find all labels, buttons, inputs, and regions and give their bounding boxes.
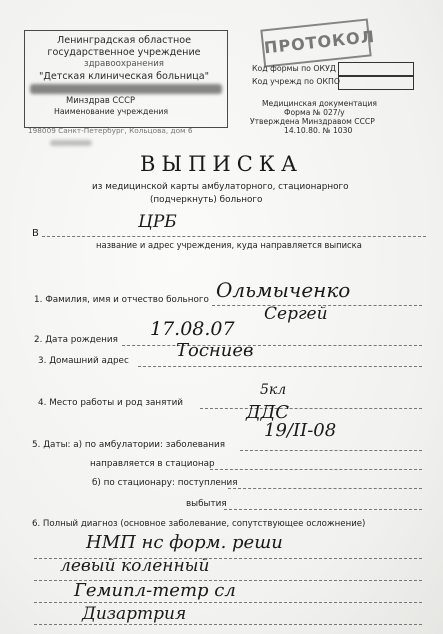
stamp-ministry: Минздрав СССР [66,95,136,105]
stamp-line-3: здравоохранения [84,59,164,69]
okpo-code-box [338,75,414,90]
okpo-label: Код учрежд по ОКПО [252,77,341,86]
field-dob-underline [122,345,422,346]
field-work-value-1: 5кл [260,382,287,398]
field-address-underline [138,366,422,367]
protokol-stamp: ПРОТОКОЛ [260,18,371,67]
field-dates-underline [240,450,422,451]
form-info-line-4: 14.10.80. № 1030 [284,126,353,135]
field-name-value-1: Ольмыченко [216,278,351,302]
field-work-underline [200,408,422,409]
diagnosis-underline-3 [34,602,422,603]
diagnosis-hand-line-2: левый коленный [60,556,210,576]
field-sent-underline [210,469,422,470]
field-discharge-underline [224,509,422,510]
document-title: ВЫПИСКА [140,152,303,176]
form-info-line-1: Медицинская документация [262,99,377,108]
destination-underline [42,236,426,237]
diagnosis-hand-line-1: НМП нс форм. реши [86,532,283,553]
field-dates-label: 5. Даты: а) по амбулатории: заболевания [32,440,226,450]
field-discharge-label: выбытия [186,499,227,509]
form-info-line-3: Утверждена Минздравом СССР [250,117,375,126]
stamp-smudge-2 [50,140,92,146]
diagnosis-hand-line-4: Дизартрия [82,604,187,624]
field-admission-underline [228,488,422,489]
subtitle-line-1: из медицинской карты амбулаторного, стационарного [92,182,349,192]
field-admission-label: б) по стационару: поступления [92,478,238,488]
field-diagnosis-label: 6. Полный диагноз (основное заболевание, сопутствующее осложнение) [32,519,366,529]
stamp-smudge [30,84,222,94]
stamp-inst-name-label: Наименование учреждения [54,107,169,116]
field-dates-value: 19/II-08 [264,420,337,441]
subtitle-line-2: (подчеркнуть) больного [150,195,263,205]
field-dob-label: 2. Дата рождения [34,335,118,345]
field-name-label: 1. Фамилия, имя и отчество больного [34,295,209,305]
field-name-value-2: Сергей [264,304,328,324]
stamp-line-2: государственное учреждение [47,47,201,58]
diagnosis-hand-line-3: Гемипл-тетр сл [74,580,236,601]
destination-caption: название и адрес учреждения, куда направляется выписка [96,240,362,250]
stamp-address: 198009 Санкт-Петербург, Кольцова, дом 6 [28,126,193,135]
form-info-line-2: Форма № 027/у [284,108,345,117]
destination-handwritten: ЦРБ [138,212,177,232]
field-address-value: Тосниев [176,340,254,361]
stamp-line-1: Ленинградская областное [56,35,191,46]
field-sent-label: направляется в стационар [90,459,215,469]
field-work-label: 4. Место работы и род занятий [38,398,184,408]
diagnosis-underline-4 [34,624,422,625]
field-work-value-2: ДДС [246,402,290,423]
destination-prefix: В [32,228,39,239]
stamp-line-4: "Детская клиническая больница" [38,71,210,82]
field-dob-value: 17.08.07 [150,318,235,340]
field-address-label: 3. Домашний адрес [38,356,129,366]
okud-label: Код формы по ОКУД [252,64,336,73]
